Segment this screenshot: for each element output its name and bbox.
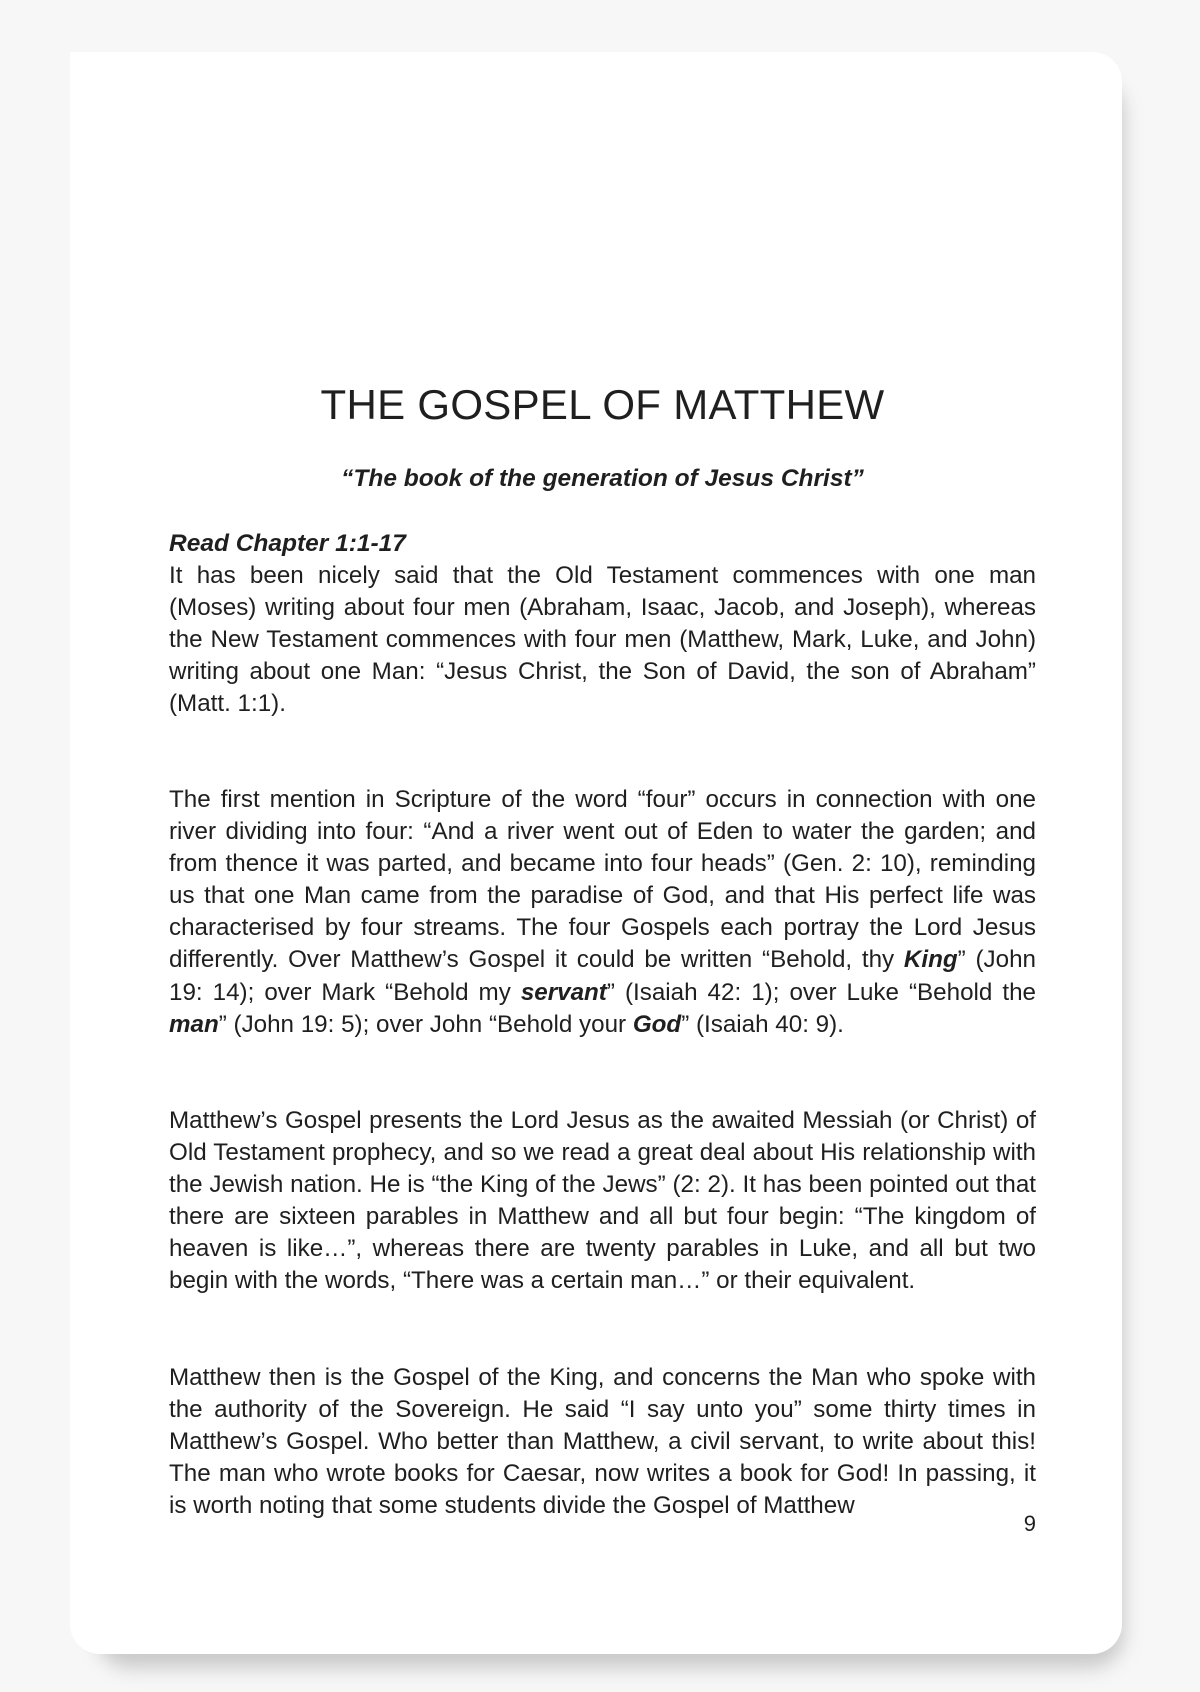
chapter-subtitle: “The book of the generation of Jesus Christ” bbox=[341, 465, 864, 492]
paragraph-2-text-c: ” (Isaiah 42: 1); over Luke “Behold the bbox=[606, 978, 1036, 1006]
paragraph-2-text-a: The first mention in Scripture of the word “four” occurs in connection with one river dividing into four: “And a river went out of Eden to water the garden; and from thence it was parted, and became into four heads” (Gen. 2: 10), reminding us that one Man came from the paradise of God, and that His perfect life was characterised by four streams. The four Gospels each portray the Lord Jesus differently. Over Matthew’s Gospel it could be written “Behold, thy bbox=[169, 786, 1036, 974]
paragraph-2-text-b: ” (John 19: 14); over Mark “Behold my bbox=[169, 946, 1036, 1006]
chapter-title: THE GOSPEL OF MATTHEW bbox=[320, 381, 885, 428]
emphasis-god: God bbox=[632, 1010, 682, 1038]
reading-reference: Read Chapter 1:1-17 bbox=[169, 530, 406, 557]
paragraph-2-text-e: ” (Isaiah 40: 9). bbox=[681, 1010, 844, 1038]
paragraph-3: Matthew’s Gospel presents the Lord Jesus as the awaited Messiah (or Christ) of Old Testament prophecy, and so we read a great deal about His relationship with the Jewish nation. He is “the King of the Jews” (2: 2). It has been pointed out that there are sixteen parables in Matthew and all but four begin: “The kingdom of heaven is like…”, whereas there are twenty parables in Luke, and all but two begin with the words, “There was a certain man…” or their equivalent. bbox=[169, 1107, 1036, 1295]
paragraph-1: It has been nicely said that the Old Testament commences with one man (Moses) writing about four men (Abraham, Isaac, Jacob, and Joseph), whereas the New Testament commences with four men (Matthew, Mark, Luke, and John) writing about one Man: “Jesus Christ, the Son of David, the son of Abraham” (Matt. 1:1). bbox=[169, 562, 1036, 718]
paragraph-2 bbox=[169, 784, 1036, 1041]
emphasis-servant: servant bbox=[520, 978, 607, 1006]
emphasis-king: King bbox=[903, 946, 958, 974]
emphasis-man: man bbox=[169, 1010, 219, 1038]
paragraph-4: Matthew then is the Gospel of the King, and concerns the Man who spoke with the authority of the Sovereign. He said “I say unto you” some thirty times in Matthew’s Gospel. Who better than Matthew, a civil servant, to write about this! The man who wrote books for Caesar, now writes a book for God! In passing, it is worth noting that some students divide the Gospel of Matthew bbox=[169, 1364, 1036, 1520]
page-number: 9 bbox=[1023, 1511, 1036, 1536]
book-page bbox=[70, 52, 1122, 1654]
paragraph-2-text-d: ” (John 19: 5); over John “Behold your bbox=[218, 1010, 633, 1038]
